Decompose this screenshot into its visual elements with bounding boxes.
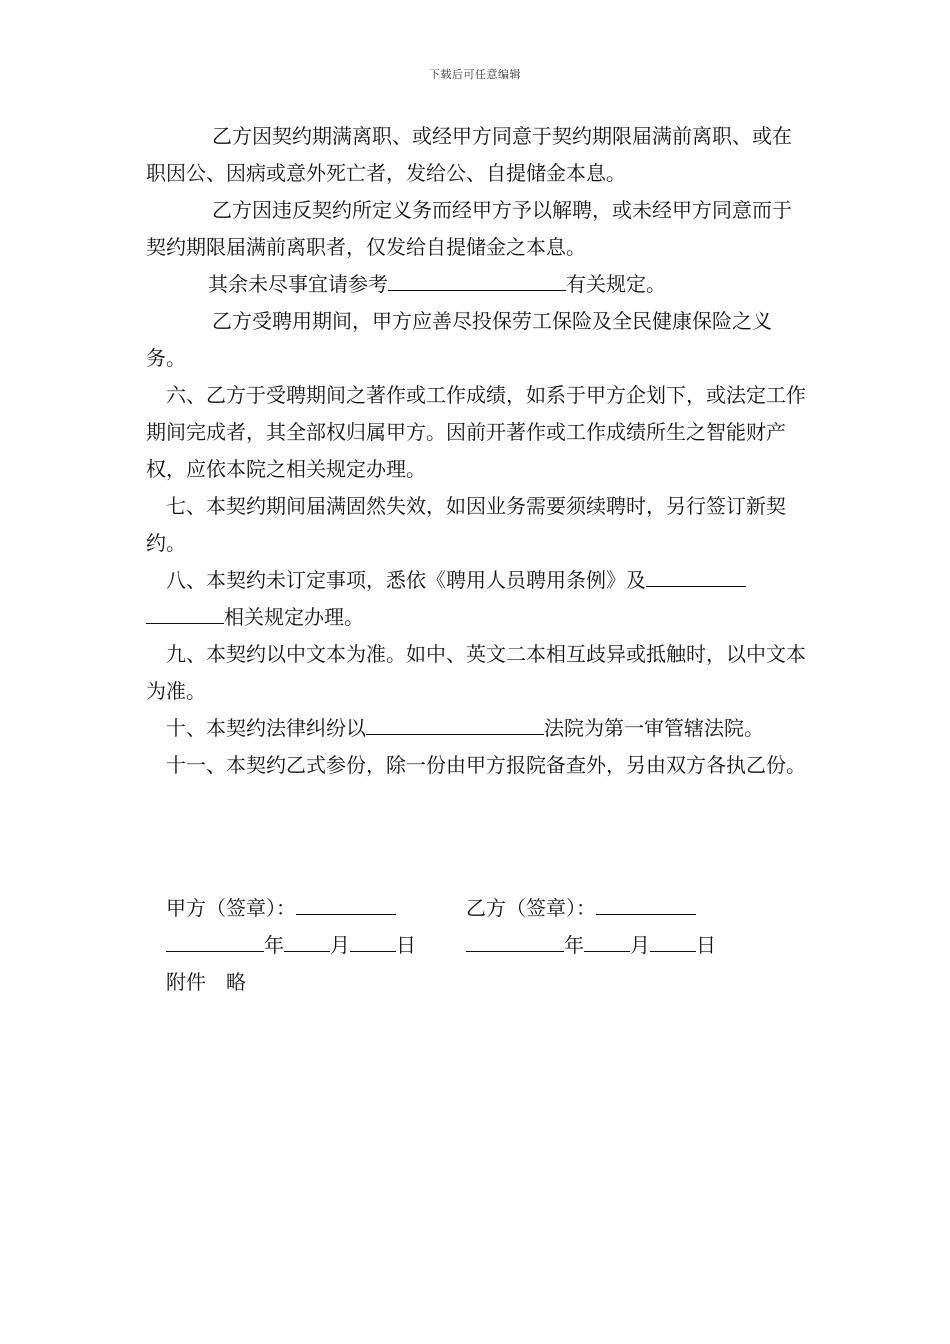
clause-eight — [146, 562, 810, 636]
clause-ten-suffix: 法院为第一审管辖法院。 — [544, 716, 764, 740]
date-row — [166, 927, 786, 964]
party-a-signature — [166, 890, 396, 927]
clause-six: 六、乙方于受聘期间之著作或工作成绩，如系于甲方企划下，或法定工作期间完成者，其全部权归属甲方。因前开著作或工作成绩所生之智能财产权，应依本院之相关规定办理。 — [146, 383, 806, 481]
reference-blank — [388, 268, 566, 291]
signature-row — [166, 890, 786, 927]
page-header: 下载后可任意编辑 — [429, 68, 521, 81]
party-b-signature — [466, 890, 696, 927]
clause-eight-text: 八、本契约未订定事项，悉依《聘用人员聘用条例》及 — [166, 568, 646, 592]
party-a-day-blank — [350, 929, 396, 952]
party-a-month-label: 月 — [330, 933, 350, 957]
attachment-note: 附件 略 — [166, 970, 246, 994]
clause-ten — [146, 710, 810, 747]
signature-block — [166, 890, 786, 1001]
party-a-year-blank — [166, 929, 264, 952]
party-b-month-blank — [584, 929, 630, 952]
paragraph-dismissal-benefits: 乙方因违反契约所定义务而经甲方予以解聘，或未经甲方同意而于契约期限届满前离职者，仅发给自提储金之本息。 — [146, 198, 792, 259]
party-b-day-blank — [650, 929, 696, 952]
clause-ten-text: 十、本契约法律纠纷以 — [166, 716, 366, 740]
party-b-label: 乙方（签章）： — [466, 896, 596, 920]
party-b-sign-blank — [596, 892, 696, 915]
party-a-label: 甲方（签章）： — [166, 896, 296, 920]
party-a-sign-blank — [296, 892, 396, 915]
other-matters-suffix: 有关规定。 — [566, 272, 666, 296]
clause-seven: 七、本契约期间届满固然失效，如因业务需要须续聘时，另行签订新契约。 — [146, 494, 786, 555]
clause-eight-suffix: 相关规定办理。 — [224, 605, 364, 629]
paragraph-insurance: 乙方受聘用期间，甲方应善尽投保劳工保险及全民健康保险之义务。 — [146, 309, 772, 370]
attachment-row — [166, 964, 786, 1001]
regulation-blank-1 — [646, 564, 746, 587]
paragraph-other-matters — [146, 266, 810, 303]
party-b-year-blank — [466, 929, 564, 952]
court-blank — [366, 712, 544, 735]
party-a-day-label: 日 — [396, 933, 416, 957]
clause-nine: 九、本契约以中文本为准。如中、英文二本相互歧异或抵触时，以中文本为准。 — [146, 642, 806, 703]
party-a-year-label: 年 — [264, 933, 284, 957]
party-b-date — [466, 927, 716, 964]
party-a-date — [166, 927, 416, 964]
paragraph-resignation-benefits: 乙方因契约期满离职、或经甲方同意于契约期限届满前离职、或在职因公、因病或意外死亡者，发给公、自提储金本息。 — [146, 124, 792, 185]
party-a-month-blank — [284, 929, 330, 952]
contract-body — [146, 118, 810, 784]
party-b-year-label: 年 — [564, 933, 584, 957]
other-matters-text: 其余未尽事宜请参考 — [208, 272, 388, 296]
party-b-month-label: 月 — [630, 933, 650, 957]
party-b-day-label: 日 — [696, 933, 716, 957]
regulation-blank-2 — [146, 601, 224, 624]
clause-eleven: 十一、本契约乙式参份，除一份由甲方报院备查外，另由双方各执乙份。 — [166, 753, 806, 777]
